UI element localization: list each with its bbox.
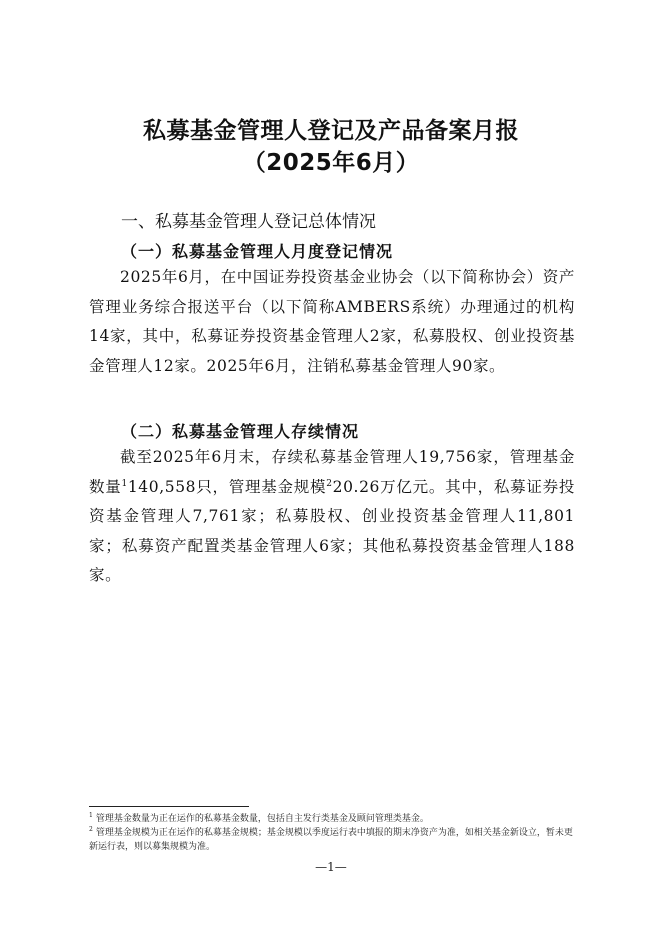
- footnote-marker: 1: [89, 812, 93, 819]
- footnote-ref-1: 1: [121, 478, 128, 489]
- document-title: 私募基金管理人登记及产品备案月报: [143, 118, 519, 144]
- section-heading-registration-overview: 一、私募基金管理人登记总体情况: [121, 212, 376, 232]
- footnote-text: 管理基金规模为正在运作的私募基金规模；基金规模以季度运行表中填报的期末净资产为准，如相关基金新设立，暂未更新运行表，则以募集规模为准。: [89, 828, 573, 852]
- footnote-2: [89, 826, 579, 854]
- subsection-heading-existing-managers: （二）私募基金管理人存续情况: [121, 422, 360, 441]
- footnote-1: [89, 812, 579, 826]
- subsection-heading-monthly-registration: （一）私募基金管理人月度登记情况: [121, 242, 394, 261]
- footnote-divider: [89, 806, 249, 807]
- footnote-marker: 2: [89, 826, 93, 833]
- footnote-text: 管理基金数量为正在运作的私募基金数量，包括自主发行类基金及顾问管理类基金。: [95, 814, 429, 824]
- paragraph-monthly-registration: 2025年6月，在中国证券投资基金业协会（以下简称协会）资产管理业务综合报送平台（以下简称AMBERS系统）办理通过的机构14家，其中，私募证券投资基金管理人2家，私募股权、创业投资基金管理人12家。2025年6月，注销私募基金管理人90家。: [89, 268, 575, 375]
- page-number: —1—: [315, 860, 347, 874]
- paragraph-existing-managers: [89, 443, 575, 591]
- document-subtitle-date: （2025年6月）: [242, 150, 420, 176]
- footnotes: [89, 812, 579, 854]
- footnote-ref-2: 2: [326, 478, 333, 489]
- paragraph-text-part: 截至2025年6月末，存续私募基金管理人19,756家，管理基金数量: [89, 448, 575, 496]
- paragraph-text-part: 140,558只，管理基金规模: [127, 477, 327, 496]
- paragraph-text-part: 20.26万亿元。其中，私募证券投资基金管理人7,761家；私募股权、创业投资基金管理人11,801家；私募资产配置类基金管理人6家；其他私募投资基金管理人188家。: [89, 477, 576, 584]
